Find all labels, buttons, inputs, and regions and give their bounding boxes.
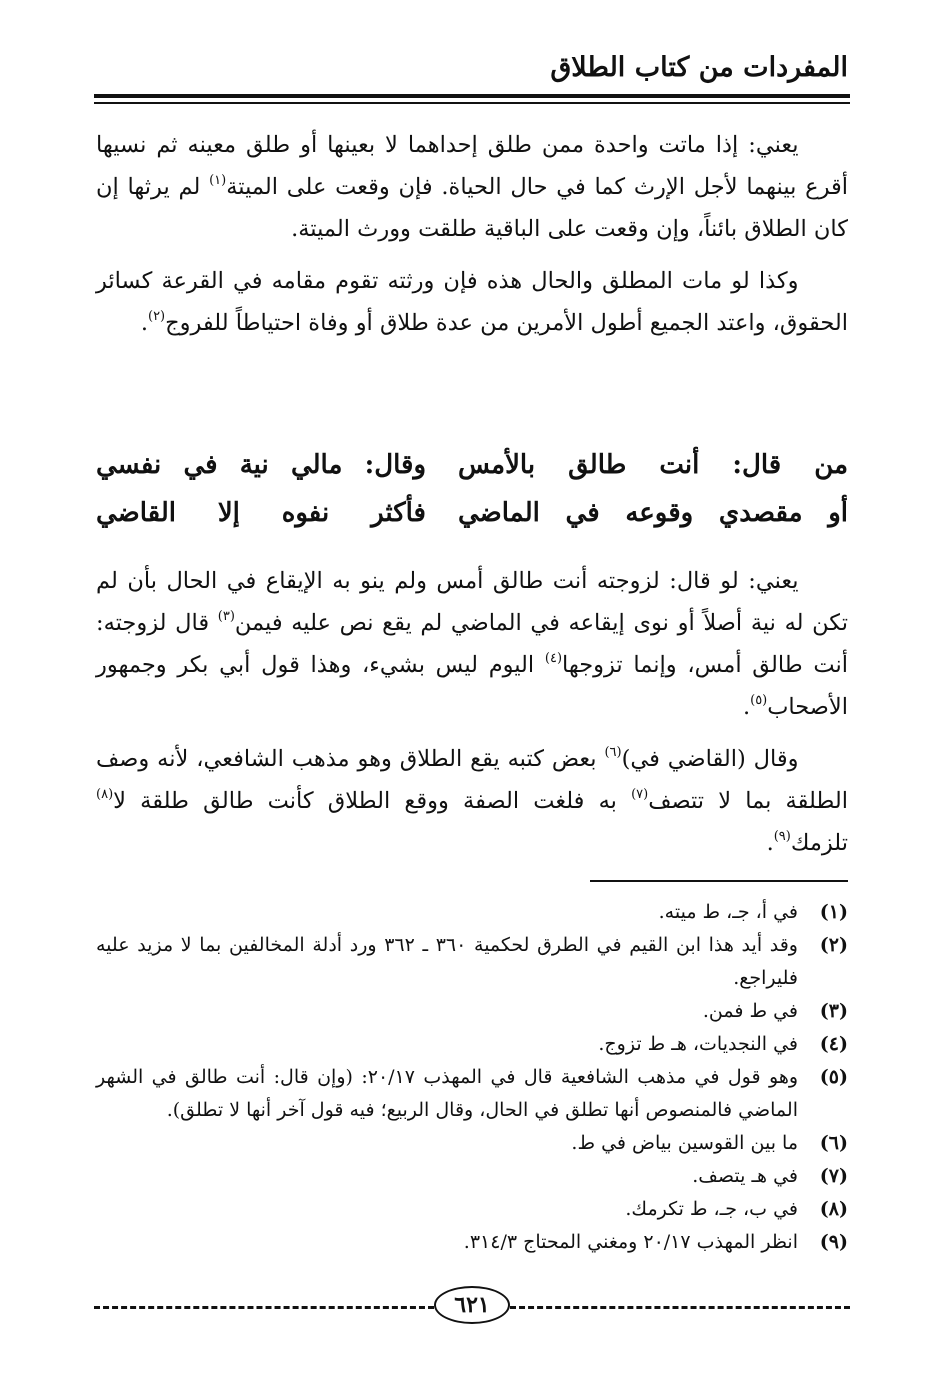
footnote	[96, 929, 848, 995]
footnote-number: (٧)	[819, 1165, 848, 1187]
paragraph-3-text-b: قال لزوجته: أنت طالق أمس، وإنما تزوجها	[96, 610, 848, 678]
footnote-number: (٨)	[819, 1198, 848, 1220]
running-header-title: المفردات من كتاب الطلاق	[550, 52, 848, 83]
footnote-text: في ط فمن.	[702, 1000, 798, 1022]
footnote-number: (٢)	[819, 934, 848, 956]
footnotes-list	[96, 896, 848, 1259]
footnote-number: (٥)	[819, 1066, 848, 1088]
paragraph-1-line-2: نسيها أقرع بينهما لأجل الإرث كما في حال الحياة. فإن وقعت على	[96, 132, 849, 200]
footer-dashed-line-right	[510, 1306, 850, 1309]
footnote-text: ما بين القوسين بياض في ط.	[571, 1132, 798, 1154]
paragraph-3-text-c: اليوم ليس بشيء، وهذا قول أبي بكر وجمهور الأصحاب	[96, 652, 848, 720]
footnote-number: (٦)	[819, 1132, 848, 1154]
footnote-ref: (٦)	[604, 745, 622, 760]
verse-line-1-second-hemistich: وقال: مالي نية في نفسي	[96, 450, 426, 480]
footnote-number: (٤)	[819, 1033, 848, 1055]
footer-dashed-line-left	[94, 1306, 434, 1309]
main-text	[96, 124, 848, 354]
paragraph-1-line-3a: الميتة	[226, 174, 278, 200]
footnote-number: (٣)	[819, 1000, 848, 1022]
footnote-text: وقد أيد هذا ابن القيم في الطرق لحكمية ٣٦٠ ـ ٣٦٢ ورد أدلة المخالفين بما لا مزيد عليه فليراجع.	[96, 934, 798, 989]
header-rule-thin	[94, 102, 850, 104]
paragraph-3-end: .	[742, 694, 751, 720]
paragraph-4	[96, 738, 848, 864]
footnote	[96, 1061, 848, 1127]
paragraph-2-end: .	[140, 310, 148, 336]
footnote	[96, 1193, 848, 1226]
footnote-separator	[590, 880, 848, 882]
footnote	[96, 1160, 848, 1193]
verse-line-1	[96, 450, 848, 498]
verse-line-1-first-hemistich: من قال: أنت طالق بالأمس	[458, 450, 848, 480]
paragraph-4-text-b: بعض كتبه يقع الطلاق وهو مذهب الشافعي، لأنه وصف الطلقة بما لا تتصف	[96, 746, 848, 814]
footnote-text: وهو قول في مذهب الشافعية قال في المهذب ٢٠/١٧: (وإن قال: أنت طالق في الشهر الماضي فالمنصوص أنها تطلق في الحال، وقال الربيع؛ فيه قول آخر أنها لا تطلق).	[96, 1066, 799, 1121]
paragraph-3	[96, 560, 848, 728]
footnote	[96, 1226, 848, 1259]
footnote-text: في ب، جـ، ط تكرمك.	[625, 1198, 798, 1220]
footnote-number: (٩)	[819, 1231, 848, 1253]
paragraph-1-line-1: يعني: إذا ماتت واحدة ممن طلق إحداهما لا بعينها أو طلق معينه ثم	[156, 132, 799, 158]
footnote	[96, 1127, 848, 1160]
footnote-ref: (٤)	[544, 651, 563, 666]
paragraph-4-end: .	[766, 830, 774, 856]
paragraph-4-text-d: تلزمك	[790, 830, 848, 856]
footnote-ref: (٧)	[631, 787, 649, 802]
footnote	[96, 1028, 848, 1061]
paragraph-4-text-c: به فلغت الصفة ووقع الطلاق كأنت طالق طلقة لا	[113, 788, 632, 814]
footnote-ref: (٩)	[773, 829, 791, 844]
footnote-text: انظر المهذب ٢٠/١٧ ومغني المحتاج ٣١٤/٣.	[463, 1231, 798, 1253]
footnote-ref: (٣)	[217, 609, 235, 624]
paragraph-3-text-a: يعني: لو قال: لزوجته أنت طالق أمس ولم ينو به الإيقاع في الحال بأن لم تكن له نية أصلاً أو نوى إيقاعه في الماضي لم يقع نص عليه فيمن	[96, 568, 848, 636]
footnote-text: في أ، جـ، ط ميته.	[658, 901, 798, 923]
footnote-text: في النجديات، هـ ط تزوج.	[598, 1033, 798, 1055]
verse-line-2-second-hemistich: فأكثر نفوه إلا القاضي	[96, 498, 426, 528]
paragraph-1	[96, 124, 848, 250]
footnote-text: في هـ يتصف.	[692, 1165, 798, 1187]
verse-line-2	[96, 498, 848, 546]
footnote-ref: (٥)	[750, 693, 768, 708]
footnote-ref: (١)	[209, 173, 227, 188]
footnote-number: (١)	[819, 901, 848, 923]
page-number: ٦٢١	[434, 1286, 510, 1324]
footnote	[96, 995, 848, 1028]
paragraph-1-line-3b: لم يرثها إن كان الطلاق بائناً، وإن وقعت على الباقية طلقت وورث	[96, 174, 848, 242]
verse-line-2-first-hemistich: أو مقصدي وقوعه في الماضي	[458, 498, 848, 528]
main-text-continued	[96, 560, 848, 874]
paragraph-4-text-a: وقال (القاضي في)	[621, 746, 799, 772]
verse-block	[96, 450, 848, 546]
paragraph-2-text: وكذا لو مات المطلق والحال هذه فإن ورثته تقوم مقامه في القرعة كسائر الحقوق، واعتد الجميع أطول الأمرين من عدة طلاق أو وفاة احتياطاً للفروج	[96, 268, 848, 336]
footnote	[96, 896, 848, 929]
paragraph-2	[96, 260, 848, 344]
paragraph-1-line-4: الميتة.	[291, 216, 350, 242]
footnote-ref: (٢)	[147, 309, 166, 324]
footnote-ref: (٨)	[96, 787, 114, 802]
header-rule-thick	[94, 94, 850, 98]
